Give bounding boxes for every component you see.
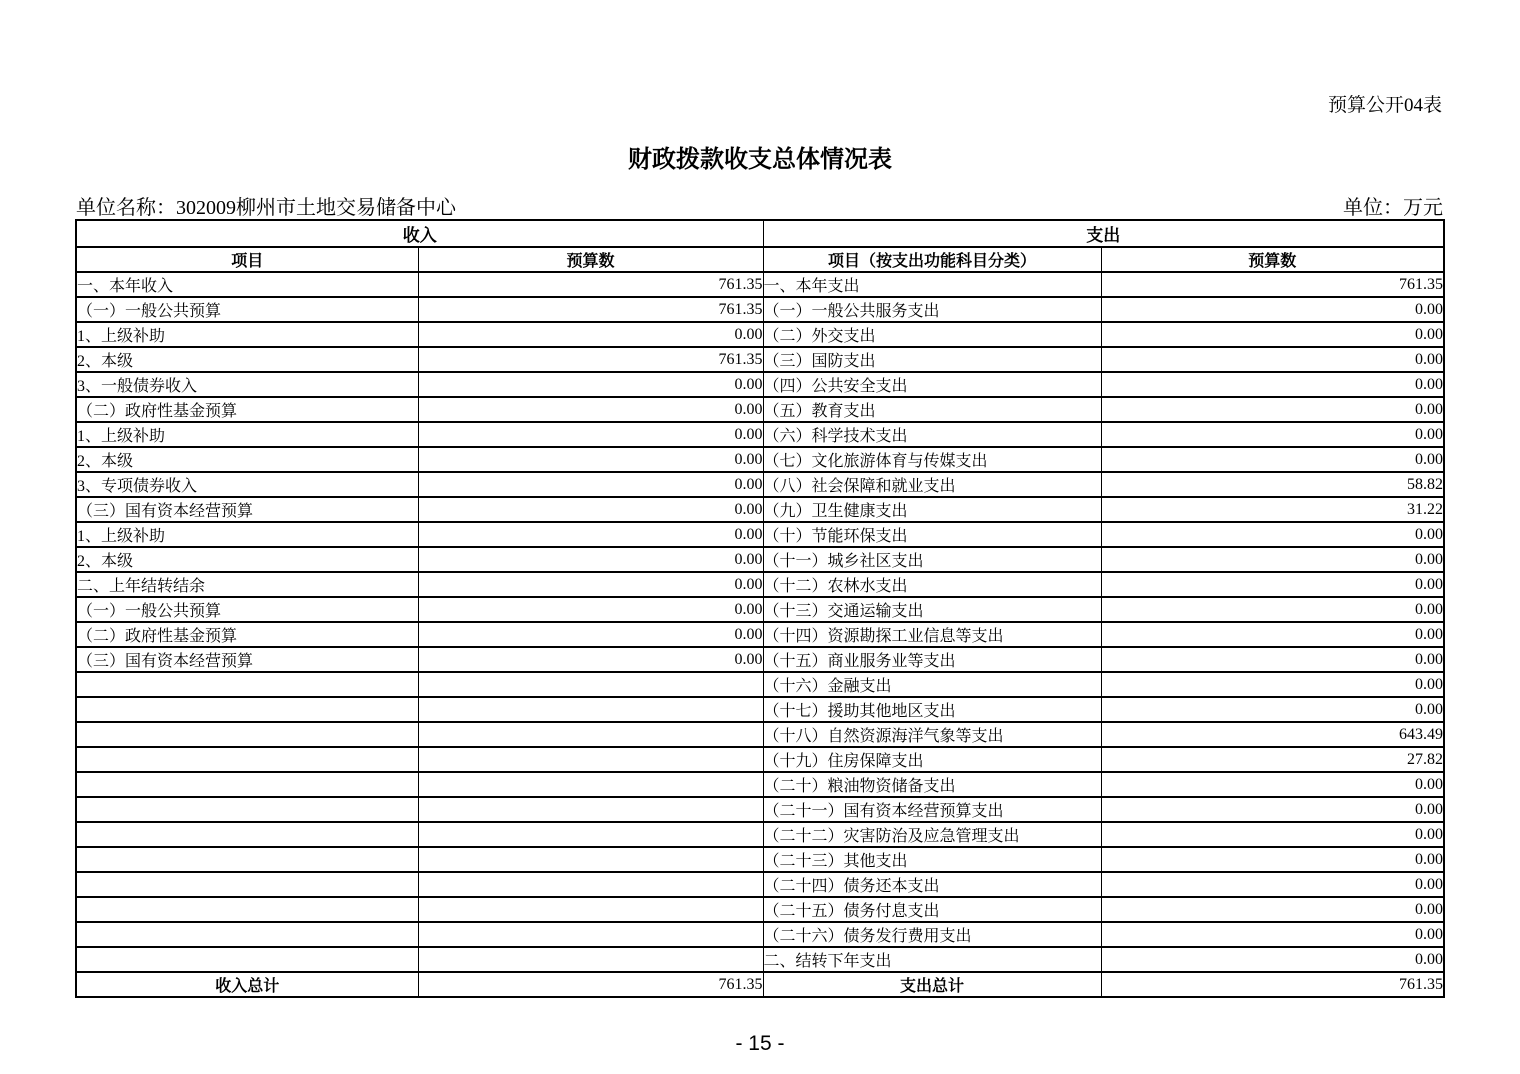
expense-item-cell: （一）一般公共服务支出 xyxy=(763,297,1101,322)
income-item-cell: 3、专项债券收入 xyxy=(76,472,418,497)
expense-value-cell: 0.00 xyxy=(1101,772,1444,797)
table-row xyxy=(76,447,1444,472)
budget-table xyxy=(75,219,1445,998)
income-value-cell: 0.00 xyxy=(418,372,763,397)
income-item-cell: （二）政府性基金预算 xyxy=(76,397,418,422)
unit-name-label: 单位名称：302009柳州市土地交易储备中心 xyxy=(76,197,456,219)
expense-item-cell: （三）国防支出 xyxy=(763,347,1101,372)
income-item-cell xyxy=(76,847,418,872)
income-value-cell: 0.00 xyxy=(418,647,763,672)
expense-item-cell: （十三）交通运输支出 xyxy=(763,597,1101,622)
expense-value-cell: 0.00 xyxy=(1101,797,1444,822)
income-budget-column-header: 预算数 xyxy=(418,247,763,272)
expense-value-cell: 0.00 xyxy=(1101,597,1444,622)
income-item-cell xyxy=(76,747,418,772)
expense-item-cell: （十七）援助其他地区支出 xyxy=(763,697,1101,722)
expense-value-cell: 0.00 xyxy=(1101,447,1444,472)
income-value-cell xyxy=(418,797,763,822)
income-value-cell xyxy=(418,897,763,922)
income-item-cell xyxy=(76,722,418,747)
income-item-cell: （三）国有资本经营预算 xyxy=(76,497,418,522)
income-value-cell: 0.00 xyxy=(418,572,763,597)
income-item-cell: 二、上年结转结余 xyxy=(76,572,418,597)
table-row xyxy=(76,922,1444,947)
table-row xyxy=(76,422,1444,447)
expense-item-cell: （二十六）债务发行费用支出 xyxy=(763,922,1101,947)
expense-value-cell: 58.82 xyxy=(1101,472,1444,497)
expense-value-cell: 0.00 xyxy=(1101,847,1444,872)
table-row xyxy=(76,872,1444,897)
table-row xyxy=(76,622,1444,647)
income-item-cell: 1、上级补助 xyxy=(76,422,418,447)
expense-item-cell: （十八）自然资源海洋气象等支出 xyxy=(763,722,1101,747)
expense-item-cell: （十五）商业服务业等支出 xyxy=(763,647,1101,672)
income-item-cell xyxy=(76,772,418,797)
income-item-cell: 一、本年收入 xyxy=(76,272,418,297)
expense-item-cell: （十）节能环保支出 xyxy=(763,522,1101,547)
table-row xyxy=(76,397,1444,422)
expense-value-cell: 0.00 xyxy=(1101,422,1444,447)
expense-item-cell: （二十二）灾害防治及应急管理支出 xyxy=(763,822,1101,847)
expense-item-cell: （二十三）其他支出 xyxy=(763,847,1101,872)
total-row xyxy=(76,972,1444,997)
expense-value-cell: 0.00 xyxy=(1101,522,1444,547)
column-header-row xyxy=(76,247,1444,272)
currency-unit-label: 单位：万元 xyxy=(1343,197,1443,219)
table-row xyxy=(76,772,1444,797)
income-value-cell xyxy=(418,722,763,747)
expense-budget-column-header: 预算数 xyxy=(1101,247,1444,272)
expense-value-cell: 0.00 xyxy=(1101,297,1444,322)
expense-value-cell: 0.00 xyxy=(1101,947,1444,972)
expense-value-cell: 0.00 xyxy=(1101,647,1444,672)
expense-item-cell: （九）卫生健康支出 xyxy=(763,497,1101,522)
expense-item-cell: （八）社会保障和就业支出 xyxy=(763,472,1101,497)
income-value-cell: 0.00 xyxy=(418,522,763,547)
table-row xyxy=(76,572,1444,597)
income-value-cell xyxy=(418,872,763,897)
expense-item-column-header: 项目（按支出功能科目分类） xyxy=(763,247,1101,272)
expense-item-cell: （二十）粮油物资储备支出 xyxy=(763,772,1101,797)
expense-value-cell: 0.00 xyxy=(1101,672,1444,697)
expense-item-cell: （六）科学技术支出 xyxy=(763,422,1101,447)
expense-item-cell: （十二）农林水支出 xyxy=(763,572,1101,597)
income-item-cell: 2、本级 xyxy=(76,547,418,572)
income-section-header: 收入 xyxy=(76,220,763,247)
table-row xyxy=(76,347,1444,372)
expense-value-cell: 0.00 xyxy=(1101,397,1444,422)
income-value-cell: 0.00 xyxy=(418,397,763,422)
expense-item-cell: （十四）资源勘探工业信息等支出 xyxy=(763,622,1101,647)
income-value-cell: 0.00 xyxy=(418,597,763,622)
expense-value-cell: 0.00 xyxy=(1101,572,1444,597)
expense-total-value: 761.35 xyxy=(1101,972,1444,997)
income-item-cell xyxy=(76,922,418,947)
expense-item-cell: （四）公共安全支出 xyxy=(763,372,1101,397)
table-body xyxy=(76,272,1444,972)
expense-value-cell: 27.82 xyxy=(1101,747,1444,772)
table-row xyxy=(76,547,1444,572)
income-value-cell: 0.00 xyxy=(418,547,763,572)
income-value-cell xyxy=(418,697,763,722)
expense-item-cell: 二、结转下年支出 xyxy=(763,947,1101,972)
income-item-column-header: 项目 xyxy=(76,247,418,272)
income-value-cell: 761.35 xyxy=(418,347,763,372)
table-row xyxy=(76,747,1444,772)
income-item-cell: （一）一般公共预算 xyxy=(76,597,418,622)
expense-value-cell: 0.00 xyxy=(1101,347,1444,372)
income-value-cell xyxy=(418,747,763,772)
income-value-cell xyxy=(418,822,763,847)
table-row xyxy=(76,797,1444,822)
income-item-cell xyxy=(76,897,418,922)
table-row xyxy=(76,272,1444,297)
income-item-cell: 2、本级 xyxy=(76,447,418,472)
table-row xyxy=(76,597,1444,622)
income-item-cell: （一）一般公共预算 xyxy=(76,297,418,322)
income-item-cell xyxy=(76,872,418,897)
income-item-cell xyxy=(76,947,418,972)
table-row xyxy=(76,822,1444,847)
income-value-cell: 0.00 xyxy=(418,447,763,472)
page-title: 财政拨款收支总体情况表 xyxy=(628,147,892,173)
income-value-cell: 0.00 xyxy=(418,422,763,447)
table-row xyxy=(76,522,1444,547)
table-row xyxy=(76,647,1444,672)
expense-item-cell: （十一）城乡社区支出 xyxy=(763,547,1101,572)
table-row xyxy=(76,322,1444,347)
income-value-cell xyxy=(418,772,763,797)
expense-value-cell: 0.00 xyxy=(1101,547,1444,572)
form-number-label: 预算公开04表 xyxy=(1327,95,1442,116)
expense-value-cell: 0.00 xyxy=(1101,697,1444,722)
table-row xyxy=(76,897,1444,922)
expense-item-cell: （十六）金融支出 xyxy=(763,672,1101,697)
expense-value-cell: 0.00 xyxy=(1101,372,1444,397)
expense-value-cell: 0.00 xyxy=(1101,872,1444,897)
expense-item-cell: 一、本年支出 xyxy=(763,272,1101,297)
expense-value-cell: 0.00 xyxy=(1101,922,1444,947)
table-row xyxy=(76,372,1444,397)
expense-value-cell: 31.22 xyxy=(1101,497,1444,522)
income-item-cell: 1、上级补助 xyxy=(76,322,418,347)
income-item-cell xyxy=(76,697,418,722)
expense-item-cell: （十九）住房保障支出 xyxy=(763,747,1101,772)
income-item-cell: 1、上级补助 xyxy=(76,522,418,547)
income-item-cell xyxy=(76,672,418,697)
income-value-cell: 761.35 xyxy=(418,272,763,297)
income-value-cell: 0.00 xyxy=(418,472,763,497)
income-value-cell xyxy=(418,947,763,972)
expense-item-cell: （二十四）债务还本支出 xyxy=(763,872,1101,897)
income-item-cell: （二）政府性基金预算 xyxy=(76,622,418,647)
table-row xyxy=(76,297,1444,322)
table-row xyxy=(76,947,1444,972)
expense-section-header: 支出 xyxy=(763,220,1444,247)
expense-item-cell: （二十五）债务付息支出 xyxy=(763,897,1101,922)
expense-value-cell: 0.00 xyxy=(1101,322,1444,347)
income-value-cell xyxy=(418,672,763,697)
income-value-cell: 0.00 xyxy=(418,622,763,647)
expense-value-cell: 643.49 xyxy=(1101,722,1444,747)
table-row xyxy=(76,472,1444,497)
expense-total-label: 支出总计 xyxy=(763,972,1101,997)
expense-value-cell: 0.00 xyxy=(1101,822,1444,847)
expense-value-cell: 0.00 xyxy=(1101,622,1444,647)
expense-item-cell: （二）外交支出 xyxy=(763,322,1101,347)
expense-value-cell: 761.35 xyxy=(1101,272,1444,297)
income-value-cell xyxy=(418,847,763,872)
table-row xyxy=(76,497,1444,522)
income-item-cell: 3、一般债券收入 xyxy=(76,372,418,397)
table-row xyxy=(76,697,1444,722)
expense-item-cell: （七）文化旅游体育与传媒支出 xyxy=(763,447,1101,472)
income-value-cell: 0.00 xyxy=(418,322,763,347)
income-item-cell xyxy=(76,822,418,847)
expense-item-cell: （二十一）国有资本经营预算支出 xyxy=(763,797,1101,822)
page-number: - 15 - xyxy=(735,1032,785,1055)
income-item-cell xyxy=(76,797,418,822)
income-total-value: 761.35 xyxy=(418,972,763,997)
income-value-cell xyxy=(418,922,763,947)
table-row xyxy=(76,847,1444,872)
income-total-label: 收入总计 xyxy=(76,972,418,997)
table-row xyxy=(76,722,1444,747)
income-item-cell: 2、本级 xyxy=(76,347,418,372)
income-value-cell: 0.00 xyxy=(418,497,763,522)
expense-item-cell: （五）教育支出 xyxy=(763,397,1101,422)
table-row xyxy=(76,672,1444,697)
section-header-row xyxy=(76,220,1444,247)
income-value-cell: 761.35 xyxy=(418,297,763,322)
unit-info-row xyxy=(76,191,1443,220)
expense-value-cell: 0.00 xyxy=(1101,897,1444,922)
income-item-cell: （三）国有资本经营预算 xyxy=(76,647,418,672)
